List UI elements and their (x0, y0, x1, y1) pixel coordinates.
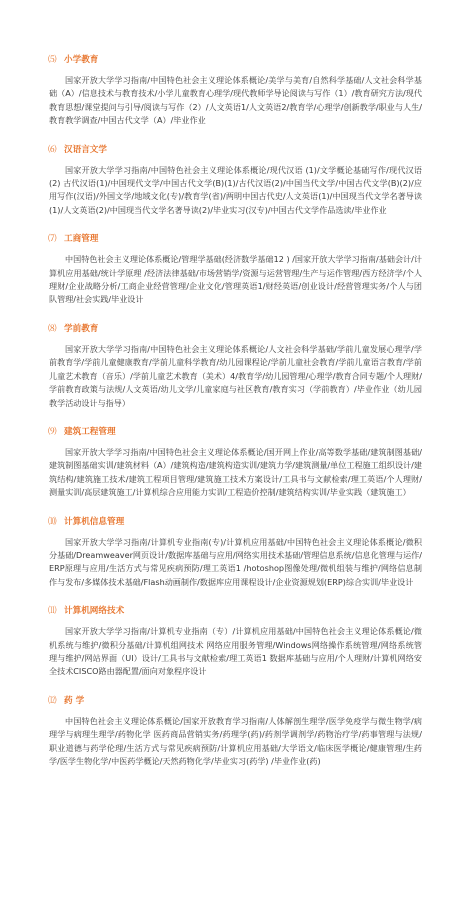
course-list-text: 中国特色社会主义理论体系概论/管理学基础(经济数学基础12 ) /国家开放大学学习指南/基础会计/计算机应用基础/统计学原理 /经济法律基础/市场营销学/资源与运营管理/生产与运作管理/西方经济学/个人理财/企业战略分析/工商企业经营管理/企业文化/管理英语1/财经英语/创业设计/经营管理实务/个人与团队管理/社会实践/毕业设计 (49, 254, 422, 305)
section-heading (49, 426, 422, 438)
section-number: ⑻ (48, 323, 57, 334)
section-heading (49, 54, 422, 66)
section-number: ⑼ (48, 426, 57, 437)
section-title: 药 学 (64, 695, 85, 706)
program-section (49, 605, 422, 679)
course-list-text: 国家开放大学学习指南/计算机专业指南（专）/计算机应用基础/中国特色社会主义理论体系概论/微机系统与维护/微积分基础/计算机组网技术 网络应用服务管理/Windows网络操作系统管理/网络系统管理与维护/网站界面（UI）设计/工具书与文献检索/理工英语1 数据库基础与应用/个人理财/计算机网络安全技术CISCO路由器配置/面向对象程序设计 (49, 626, 422, 677)
section-number: ⑿ (48, 695, 57, 706)
course-list-text: 国家开放大学学习指南/中国特色社会主义理论体系概论/现代汉语 (1)/文学概论基础写作/现代汉语(2) 古代汉语(1)/中国现代文学/中国古代文学(B)(1)/古代汉语(2)/中国当代文学/中国古代文学(B)(2)/应用写作(汉语)/外国文学/地域文化(专)/教育学(省)/两明中国古代史/人文英语(1)/中国现当代文学名著导读(1)/人文英语(2)/中国现当代文学名著导读(2)/毕业实习(汉专)/中国古代文学作品选读/毕业作业 (49, 164, 422, 215)
program-section (49, 426, 422, 500)
section-heading (49, 144, 422, 156)
section-number: ⑺ (48, 234, 57, 245)
program-section (49, 144, 422, 218)
course-list-text: 国家开放大学学习指南/中国特色社会主义理论体系概论/国开网上作业/高等数学基础/建筑制图基础/建筑制图基础实训/建筑材料（A）/建筑构造/建筑构造实训/建筑力学/建筑测量/单位工程施工组织设计/建筑结构/建筑施工技术/建筑工程项目管理/建筑施工技术方案设计/工具书与文献检索/理工英语/个人理财/测量实训/高层建筑施工/计算机综合应用能力实训/工程造价控制/建筑结构实训/毕业实践（建筑施工） (49, 446, 422, 498)
course-list-text: 中国特色社会主义理论体系概论/国家开放教育学习指南/人体解剖生理学/医学免疫学与微生物学/病理学与病理生理学/药物化学 医药商品营销实务/药理学(药)/药剂学调剂学/药物治疗学/药事管理与法规/职业道德与药学伦理/生活方式与常见疾病预防/计算机应用基础/大学语文/临床医学概论/健康管理/生药学/医学生物化学/中医药学概论/天然药物化学/毕业实习(药学) /毕业作业(药) (49, 715, 422, 766)
course-list-text: 国家开放大学学习指南/中国特色社会主义理论体系概论/人文社会科学基础/学前儿童发展心理学/学前教育学/学前儿童健康教育/学前儿童科学教育/幼儿园课程论/学前儿童社会教育/学前儿童语言教育/学前儿童艺术教育（音乐）/学前儿童艺术教育（美术）4/教育学/幼儿园管理/心理学/教育合同专题/个人理财/学前教育政策与法规/人文英语/幼儿文学/儿童家庭与社区教育/教育实习（学前教育）/毕业作业（幼儿园教学活动设计与指导） (49, 343, 422, 408)
section-number: ⑹ (48, 144, 57, 155)
section-heading (49, 605, 422, 617)
section-heading (49, 233, 422, 245)
section-title: 计算机网络技术 (64, 606, 125, 617)
program-section (49, 233, 422, 307)
section-heading (49, 695, 422, 707)
section-number: ⑸ (48, 55, 57, 65)
section-number: ⑽ (48, 516, 57, 527)
section-title: 小学教育 (64, 55, 99, 65)
course-list-text: 国家开放大学学习指南/中国特色社会主义理论体系概论/美学与美育/自然科学基础/人文社会科学基础（A）/信息技术与教育技术/小学儿童教育心理学/现代教师学导论阅读与写作（1）/教育研究方法/现代教育思想/课堂提问与引导/阅读与写作（2）/人文英语1/人文英语2/教育学/心理学/创新教学/职业与人生/教育教学调查/中国古代文学（A）/毕业作业 (49, 75, 422, 126)
program-section (49, 54, 422, 128)
course-list-text: 国家开放大学学习指南/计算机专业指南(专)/计算机应用基础/中国特色社会主义理论体系概论/微积分基础/Dreamweaver网页设计/数据库基础与应用/网络实用技术基础/管理信息系统/信息化管理与运作/ERP原理与应用/生活方式与常见疾病预防/理工英语1 /hotoshop图像处理/微机组装与维护/网络信息制作与发布/多媒体技术基础/Flash动画制作/数据库应用课程设计/企业资源规划(ERP)综合实训/毕业设计 (49, 536, 422, 587)
program-section (49, 695, 422, 769)
section-title: 学前教育 (64, 323, 99, 334)
section-number: ⑾ (48, 606, 57, 617)
program-section (49, 516, 422, 590)
section-title: 工商管理 (64, 234, 99, 245)
section-title: 建筑工程管理 (64, 426, 116, 437)
section-heading (49, 323, 422, 335)
program-section (49, 323, 422, 410)
section-heading (49, 516, 422, 528)
section-title: 计算机信息管理 (64, 516, 125, 527)
section-title: 汉语言文学 (64, 144, 107, 155)
